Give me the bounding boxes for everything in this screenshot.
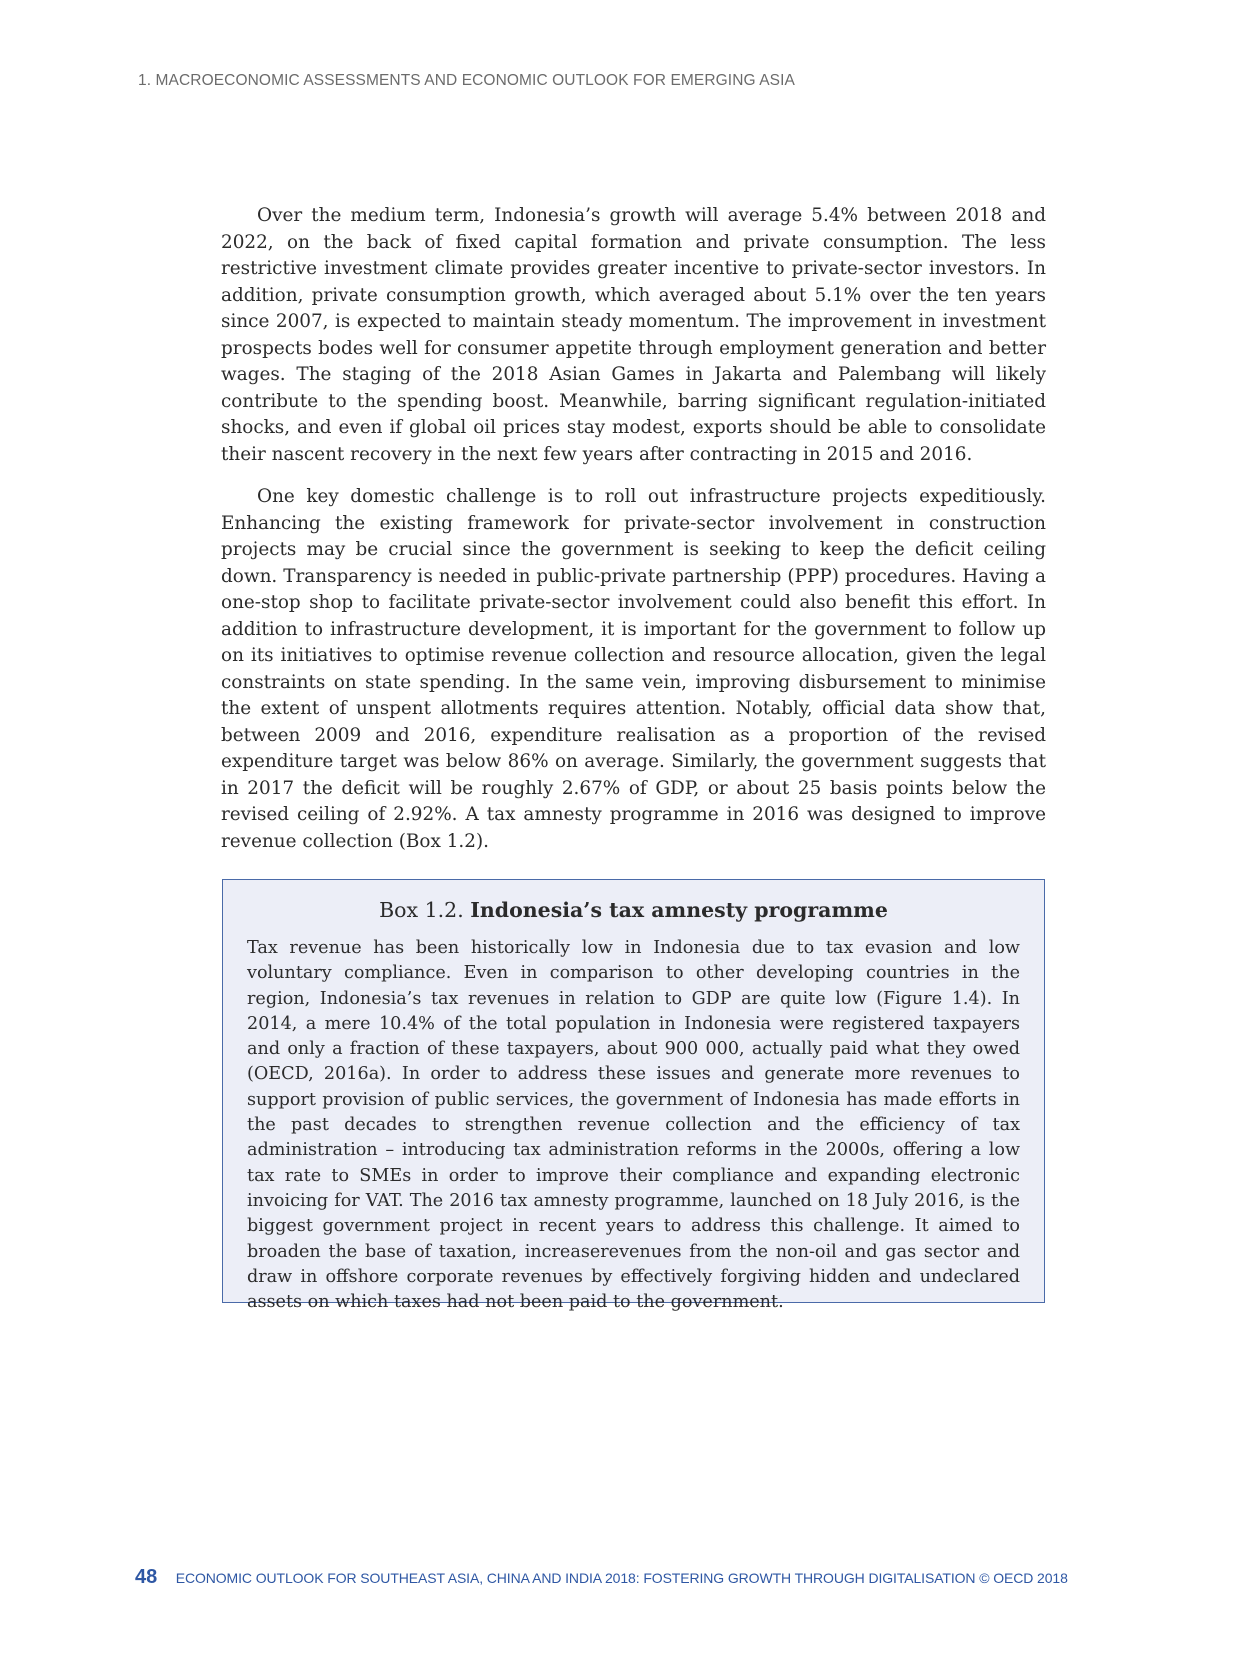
- box-tax-amnesty: [222, 879, 1045, 1313]
- running-head: 1. MACROECONOMIC ASSESSMENTS AND ECONOMIC OUTLOOK FOR EMERGING ASIA: [138, 72, 795, 89]
- box-title: [223, 898, 1044, 922]
- body-paragraph: Over the medium term, Indonesia’s growth will average 5.4% between 2018 and 2022, on the back of fixed capital formation and private consumption. The less restrictive investment climate provides greater incentive to private-sector investors. In addition, private consumption growth, which averaged about 5.1% over the ten years since 2007, is expected to maintain steady momentum. The improvement in investment prospects bodes well for consumer appetite through employment generation and better wages. The staging of the 2018 Asian Games in Jakarta and Palembang will likely contribute to the spending boost. Meanwhile, barring significant regulation-initiated shocks, and even if global oil prices stay modest, exports should be able to consolidate their nascent recovery in the next few years after contracting in 2015 and 2016.: [221, 205, 1046, 465]
- footer-text: ECONOMIC OUTLOOK FOR SOUTHEAST ASIA, CHINA AND INDIA 2018: FOSTERING GROWTH THROUGH DIGITALISATION © OECD 2018: [175, 1570, 1068, 1586]
- body-paragraph: One key domestic challenge is to roll out infrastructure projects expeditiously. Enhancing the existing framework for private-sector involvement in construction projects may be crucial since the government is seeking to keep the deficit ceiling down. Transparency is needed in public-private partnership (PPP) procedures. Having a one-stop shop to facilitate private-sector involvement could also benefit this effort. In addition to infrastructure development, it is important for the government to follow up on its initiatives to optimise revenue collection and resource allocation, given the legal constraints on state spending. In the same vein, improving disbursement to minimise the extent of unspent allotments requires attention. Notably, official data show that, between 2009 and 2016, expenditure realisation as a proportion of the revised expenditure target was below 86% on average. Similarly, the government suggests that in 2017 the deficit will be roughly 2.67% of GDP, or about 25 basis points below the revised ceiling of 2.92%. A tax amnesty programme in 2016 was designed to improve revenue collection (Box 1.2).: [221, 486, 1046, 852]
- box-label: Box 1.2.: [379, 898, 464, 922]
- page-footer: [135, 1566, 1068, 1589]
- box-text: Tax revenue has been historically low in Indonesia due to tax evasion and low voluntary compliance. Even in comparison to other developing countries in the region, Indonesia’s tax revenues in relation to GDP are quite low (Figure 1.4). In 2014, a mere 10.4% of the total population in Indonesia were registered taxpayers and only a fraction of these taxpayers, about 900 000, actually paid what they owed (OECD, 2016a). In order to address these issues and generate more revenues to support provision of public services, the government of Indonesia has made efforts in the past decades to strengthen revenue collection and the efficiency of tax administration – introducing tax administration reforms in the 2000s, offering a low tax rate to SMEs in order to improve their compliance and expanding electronic invoicing for VAT. The 2016 tax amnesty programme, launched on 18 July 2016, is the biggest government project in recent years to address this challenge. It aimed to broaden the base of taxation, increaserevenues from the non-oil and gas sector and draw in offshore corporate revenues by effectively forgiving hidden and undeclared assets on which taxes had not been paid to the government.: [247, 938, 1020, 1313]
- page-number: 48: [135, 1566, 158, 1588]
- box-heading: Indonesia’s tax amnesty programme: [470, 898, 888, 922]
